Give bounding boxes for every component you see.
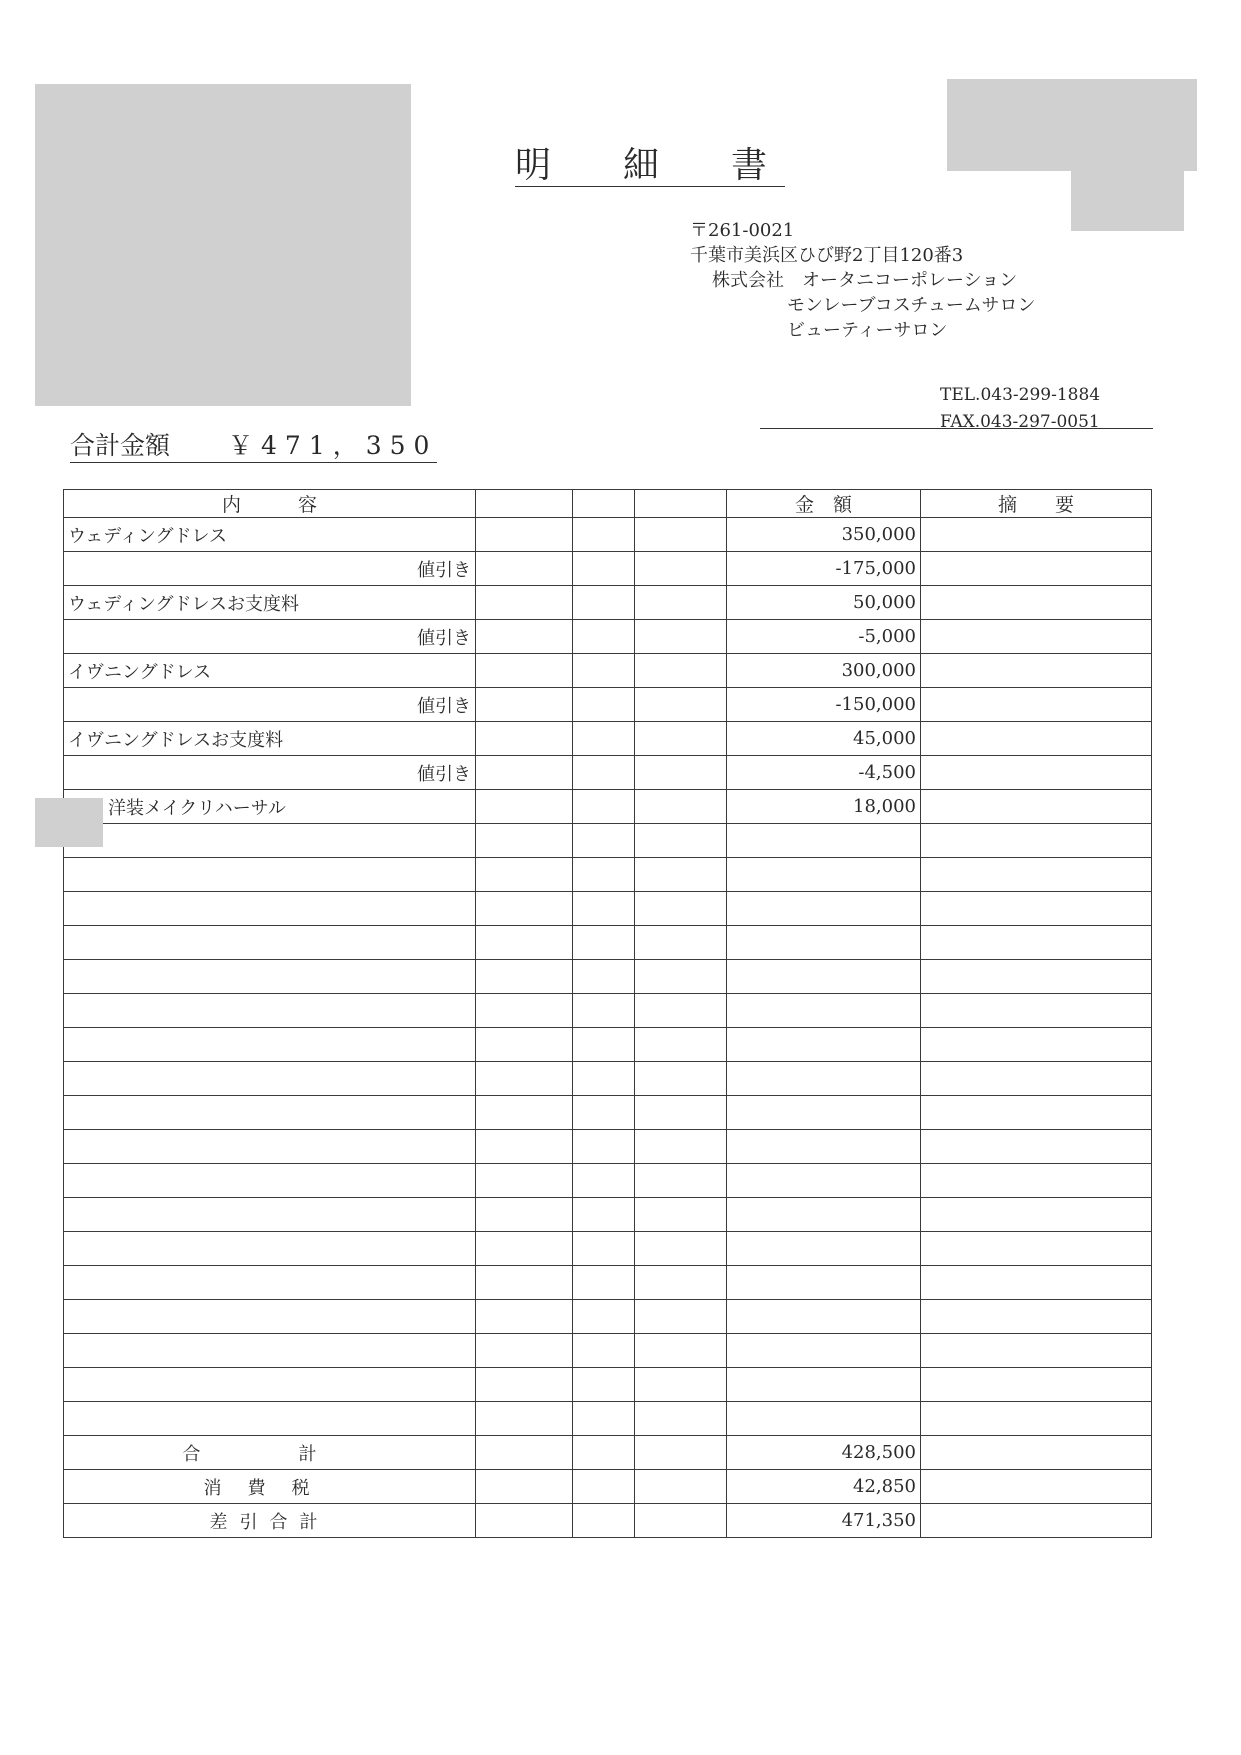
blank-cell xyxy=(573,620,635,654)
document-title: 明 細 書 xyxy=(515,145,786,186)
empty-cell xyxy=(64,1028,476,1062)
blank-cell xyxy=(476,552,573,586)
header-blank-2 xyxy=(573,490,635,518)
empty-cell xyxy=(476,1300,573,1334)
empty-cell xyxy=(921,1402,1152,1436)
empty-cell xyxy=(476,994,573,1028)
empty-cell xyxy=(64,858,476,892)
blank-cell xyxy=(635,688,727,722)
blank-cell xyxy=(635,620,727,654)
empty-cell xyxy=(573,926,635,960)
item-description: イヴニングドレス xyxy=(64,654,476,688)
header-description: 内 容 xyxy=(64,490,476,518)
blank-cell xyxy=(476,688,573,722)
empty-cell xyxy=(921,858,1152,892)
empty-cell xyxy=(573,1198,635,1232)
empty-cell xyxy=(64,892,476,926)
company-name: 株式会社 オータニコーポレーション xyxy=(712,270,1018,291)
empty-cell xyxy=(476,892,573,926)
header-note: 摘 要 xyxy=(921,490,1152,518)
empty-cell xyxy=(921,1164,1152,1198)
table-row xyxy=(64,1232,1152,1266)
empty-cell xyxy=(635,960,727,994)
empty-cell xyxy=(921,1198,1152,1232)
blank-cell xyxy=(635,722,727,756)
empty-cell xyxy=(727,858,921,892)
grand-total-heading xyxy=(70,430,437,463)
table-row xyxy=(64,1334,1152,1368)
header-blank-3 xyxy=(635,490,727,518)
empty-cell xyxy=(727,1402,921,1436)
empty-cell xyxy=(64,824,476,858)
tel-number: TEL.043-299-1884 xyxy=(940,385,1101,405)
blank-cell xyxy=(635,756,727,790)
empty-cell xyxy=(476,1368,573,1402)
postal-code: 〒261-0021 xyxy=(690,220,795,241)
redacted-block-right-top xyxy=(947,79,1197,171)
item-amount: -175,000 xyxy=(727,552,921,586)
empty-cell xyxy=(573,1334,635,1368)
blank-cell xyxy=(635,790,727,824)
empty-cell xyxy=(727,1300,921,1334)
summary-amount: 471,350 xyxy=(727,1504,921,1538)
empty-cell xyxy=(921,1130,1152,1164)
empty-cell xyxy=(573,1300,635,1334)
empty-cell xyxy=(573,1402,635,1436)
empty-cell xyxy=(476,858,573,892)
table-row xyxy=(64,1266,1152,1300)
empty-cell xyxy=(635,1402,727,1436)
table-row xyxy=(64,688,1152,722)
summary-note xyxy=(921,1436,1152,1470)
empty-cell xyxy=(635,892,727,926)
empty-cell xyxy=(573,960,635,994)
empty-cell xyxy=(635,926,727,960)
empty-cell xyxy=(727,1130,921,1164)
table-row xyxy=(64,1300,1152,1334)
blank-cell xyxy=(476,756,573,790)
item-note xyxy=(921,688,1152,722)
blank-cell xyxy=(476,790,573,824)
empty-cell xyxy=(476,926,573,960)
item-note xyxy=(921,654,1152,688)
empty-cell xyxy=(921,1028,1152,1062)
empty-cell xyxy=(921,1266,1152,1300)
empty-cell xyxy=(64,1164,476,1198)
item-note xyxy=(921,790,1152,824)
redacted-block-right-bottom xyxy=(1071,171,1184,231)
empty-cell xyxy=(476,1402,573,1436)
blank-cell xyxy=(476,586,573,620)
blank-cell xyxy=(573,790,635,824)
table-row xyxy=(64,790,1152,824)
redacted-block-left xyxy=(35,84,411,406)
item-description: ウェディングドレス xyxy=(64,518,476,552)
table-row xyxy=(64,1028,1152,1062)
item-amount: -4,500 xyxy=(727,756,921,790)
summary-amount: 42,850 xyxy=(727,1470,921,1504)
blank-cell xyxy=(476,654,573,688)
empty-cell xyxy=(727,960,921,994)
empty-cell xyxy=(573,824,635,858)
empty-cell xyxy=(635,1232,727,1266)
blank-cell xyxy=(573,688,635,722)
table-row xyxy=(64,756,1152,790)
grand-total-label: 合計金額 xyxy=(70,431,171,460)
empty-cell xyxy=(476,1062,573,1096)
item-description: イヴニングドレスお支度料 xyxy=(64,722,476,756)
empty-cell xyxy=(635,1164,727,1198)
blank-cell xyxy=(573,518,635,552)
empty-cell xyxy=(64,1232,476,1266)
blank-cell xyxy=(635,552,727,586)
empty-cell xyxy=(635,1300,727,1334)
empty-cell xyxy=(64,1266,476,1300)
item-description: 値引き xyxy=(64,756,476,790)
empty-cell xyxy=(727,1266,921,1300)
table-row xyxy=(64,926,1152,960)
table-row xyxy=(64,892,1152,926)
table-row xyxy=(64,1164,1152,1198)
empty-cell xyxy=(64,1130,476,1164)
table-row xyxy=(64,994,1152,1028)
grand-total-amount: ￥471，350 xyxy=(228,431,438,460)
summary-label: 差引合計 xyxy=(64,1504,476,1538)
empty-cell xyxy=(64,926,476,960)
blank-cell xyxy=(476,1470,573,1504)
empty-cell xyxy=(573,1130,635,1164)
table-row xyxy=(64,586,1152,620)
blank-cell xyxy=(573,1436,635,1470)
department-2: ビューティーサロン xyxy=(787,320,948,341)
blank-cell xyxy=(476,1504,573,1538)
blank-cell xyxy=(476,620,573,654)
table-row xyxy=(64,960,1152,994)
item-note xyxy=(921,620,1152,654)
empty-cell xyxy=(727,1096,921,1130)
empty-cell xyxy=(476,1164,573,1198)
blank-cell xyxy=(476,518,573,552)
item-description: 値引き xyxy=(64,688,476,722)
empty-cell xyxy=(476,1232,573,1266)
blank-cell xyxy=(635,586,727,620)
summary-row xyxy=(64,1436,1152,1470)
empty-cell xyxy=(635,994,727,1028)
item-amount: 18,000 xyxy=(727,790,921,824)
item-amount: 50,000 xyxy=(727,586,921,620)
empty-cell xyxy=(64,1096,476,1130)
item-amount: -5,000 xyxy=(727,620,921,654)
empty-cell xyxy=(573,1096,635,1130)
summary-label: 合 計 xyxy=(64,1436,476,1470)
item-note xyxy=(921,722,1152,756)
empty-cell xyxy=(727,1062,921,1096)
empty-cell xyxy=(727,824,921,858)
item-description: 値引き xyxy=(64,620,476,654)
item-note xyxy=(921,518,1152,552)
item-amount: -150,000 xyxy=(727,688,921,722)
table-row xyxy=(64,1130,1152,1164)
item-description: ウェディングドレスお支度料 xyxy=(64,586,476,620)
empty-cell xyxy=(64,960,476,994)
summary-note xyxy=(921,1504,1152,1538)
empty-cell xyxy=(635,858,727,892)
empty-cell xyxy=(573,858,635,892)
table-row xyxy=(64,824,1152,858)
blank-cell xyxy=(635,518,727,552)
empty-cell xyxy=(573,994,635,1028)
empty-cell xyxy=(921,1300,1152,1334)
summary-row xyxy=(64,1470,1152,1504)
empty-cell xyxy=(476,824,573,858)
empty-cell xyxy=(476,1130,573,1164)
empty-cell xyxy=(921,1232,1152,1266)
table-row xyxy=(64,1062,1152,1096)
summary-label: 消費税 xyxy=(64,1470,476,1504)
empty-cell xyxy=(921,960,1152,994)
blank-cell xyxy=(573,1504,635,1538)
item-note xyxy=(921,586,1152,620)
empty-cell xyxy=(64,1198,476,1232)
empty-cell xyxy=(573,1062,635,1096)
blank-cell xyxy=(476,1436,573,1470)
empty-cell xyxy=(573,892,635,926)
blank-cell xyxy=(635,1436,727,1470)
summary-note xyxy=(921,1470,1152,1504)
blank-cell xyxy=(573,654,635,688)
empty-cell xyxy=(635,1266,727,1300)
blank-cell xyxy=(635,654,727,688)
empty-cell xyxy=(476,1198,573,1232)
empty-cell xyxy=(476,960,573,994)
empty-cell xyxy=(727,1028,921,1062)
empty-cell xyxy=(64,1368,476,1402)
empty-cell xyxy=(727,994,921,1028)
empty-cell xyxy=(727,926,921,960)
redacted-row-marker xyxy=(35,798,103,847)
empty-cell xyxy=(727,892,921,926)
empty-cell xyxy=(727,1232,921,1266)
table-header-row xyxy=(64,490,1152,518)
empty-cell xyxy=(64,1402,476,1436)
item-amount: 45,000 xyxy=(727,722,921,756)
empty-cell xyxy=(921,1368,1152,1402)
item-description: 洋装メイクリハーサル xyxy=(64,790,476,824)
item-description: 値引き xyxy=(64,552,476,586)
empty-cell xyxy=(921,892,1152,926)
detail-table xyxy=(63,489,1152,1538)
empty-cell xyxy=(635,1062,727,1096)
empty-cell xyxy=(476,1028,573,1062)
blank-cell xyxy=(573,756,635,790)
summary-row xyxy=(64,1504,1152,1538)
issuer-address-block xyxy=(690,218,1036,343)
blank-cell xyxy=(573,1470,635,1504)
blank-cell xyxy=(573,722,635,756)
empty-cell xyxy=(476,1334,573,1368)
empty-cell xyxy=(635,1028,727,1062)
table-body xyxy=(64,518,1152,1538)
address: 千葉市美浜区ひび野2丁目120番3 xyxy=(690,245,964,266)
empty-cell xyxy=(635,1368,727,1402)
fax-number: FAX.043-297-0051 xyxy=(940,412,1100,432)
empty-cell xyxy=(921,994,1152,1028)
empty-cell xyxy=(573,1266,635,1300)
empty-cell xyxy=(573,1232,635,1266)
empty-cell xyxy=(727,1334,921,1368)
blank-cell xyxy=(573,586,635,620)
empty-cell xyxy=(64,1334,476,1368)
empty-cell xyxy=(635,824,727,858)
table-row xyxy=(64,858,1152,892)
summary-amount: 428,500 xyxy=(727,1436,921,1470)
table-row xyxy=(64,1198,1152,1232)
empty-cell xyxy=(921,824,1152,858)
empty-cell xyxy=(573,1368,635,1402)
empty-cell xyxy=(635,1096,727,1130)
table-row xyxy=(64,552,1152,586)
empty-cell xyxy=(727,1198,921,1232)
empty-cell xyxy=(921,1062,1152,1096)
table-row xyxy=(64,1368,1152,1402)
empty-cell xyxy=(64,1062,476,1096)
empty-cell xyxy=(573,1164,635,1198)
empty-cell xyxy=(573,1028,635,1062)
header-amount: 金 額 xyxy=(727,490,921,518)
blank-cell xyxy=(635,1470,727,1504)
header-blank-1 xyxy=(476,490,573,518)
blank-cell xyxy=(476,722,573,756)
empty-cell xyxy=(727,1164,921,1198)
empty-cell xyxy=(64,994,476,1028)
empty-cell xyxy=(921,1334,1152,1368)
department-1: モンレーブコスチュームサロン xyxy=(787,295,1036,316)
item-note xyxy=(921,552,1152,586)
item-amount: 300,000 xyxy=(727,654,921,688)
contact-underline xyxy=(760,428,1153,429)
empty-cell xyxy=(635,1334,727,1368)
table-row xyxy=(64,1096,1152,1130)
table-row xyxy=(64,620,1152,654)
item-amount: 350,000 xyxy=(727,518,921,552)
empty-cell xyxy=(727,1368,921,1402)
empty-cell xyxy=(476,1096,573,1130)
blank-cell xyxy=(573,552,635,586)
table-row xyxy=(64,1402,1152,1436)
empty-cell xyxy=(921,1096,1152,1130)
empty-cell xyxy=(476,1266,573,1300)
empty-cell xyxy=(635,1130,727,1164)
empty-cell xyxy=(635,1198,727,1232)
empty-cell xyxy=(64,1300,476,1334)
empty-cell xyxy=(921,926,1152,960)
table-row xyxy=(64,518,1152,552)
blank-cell xyxy=(635,1504,727,1538)
table-row xyxy=(64,722,1152,756)
table-row xyxy=(64,654,1152,688)
item-note xyxy=(921,756,1152,790)
